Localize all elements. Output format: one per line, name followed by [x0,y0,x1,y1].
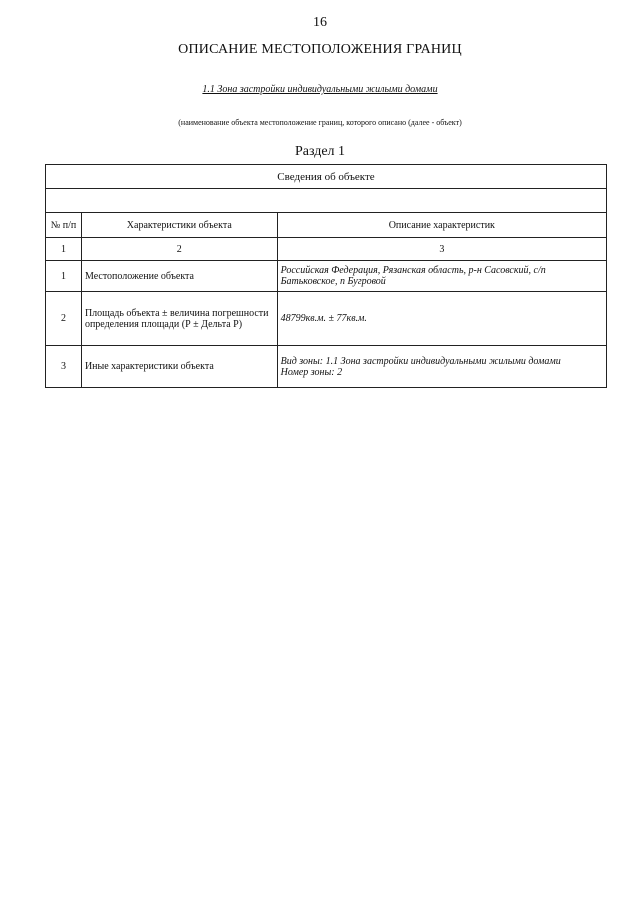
row-characteristic: Иные характеристики объекта [81,346,277,388]
column-number: 3 [277,238,606,261]
table-blank-row [46,189,607,213]
table-title: Сведения об объекте [46,165,607,189]
column-header-characteristic: Характеристики объекта [81,213,277,238]
table-row [46,261,607,292]
column-header-number: № п/п [46,213,82,238]
column-number: 2 [81,238,277,261]
description-line: 48799кв.м. ± 77кв.м. [280,313,367,324]
table-row [46,292,607,346]
table-header-row [46,213,607,238]
description-line: Вид зоны: 1.1 Зона застройки индивидуальными жилыми домами [280,355,561,367]
description-line: Номер зоны: 2 [280,366,343,378]
object-name: 1.1 Зона застройки индивидуальными жилыми домами [202,84,438,95]
object-info-table [45,164,607,388]
row-number: 3 [46,346,82,388]
page-number: 16 [313,15,327,30]
row-description [277,292,606,346]
row-number: 2 [46,292,82,346]
column-header-description: Описание характеристик [277,213,606,238]
row-description [277,346,606,388]
row-characteristic: Площадь объекта ± величина погрешности определения площади (Р ± Дельта Р) [81,292,277,346]
row-characteristic: Местоположение объекта [81,261,277,292]
row-number: 1 [46,261,82,292]
table-row [46,346,607,388]
section-title: Раздел 1 [294,144,346,159]
description-line: Российская Федерация, Рязанская область, р-н Сасовский, с/п Батьковское, п Бугровой [280,265,546,287]
column-number-row [46,238,607,261]
document-title: ОПИСАНИЕ МЕСТОПОЛОЖЕНИЯ ГРАНИЦ [178,42,462,57]
column-number: 1 [46,238,82,261]
object-name-caption: (наименование объекта местоположение границ, которого описано (далее - объект) [178,118,462,127]
row-description [277,261,606,292]
